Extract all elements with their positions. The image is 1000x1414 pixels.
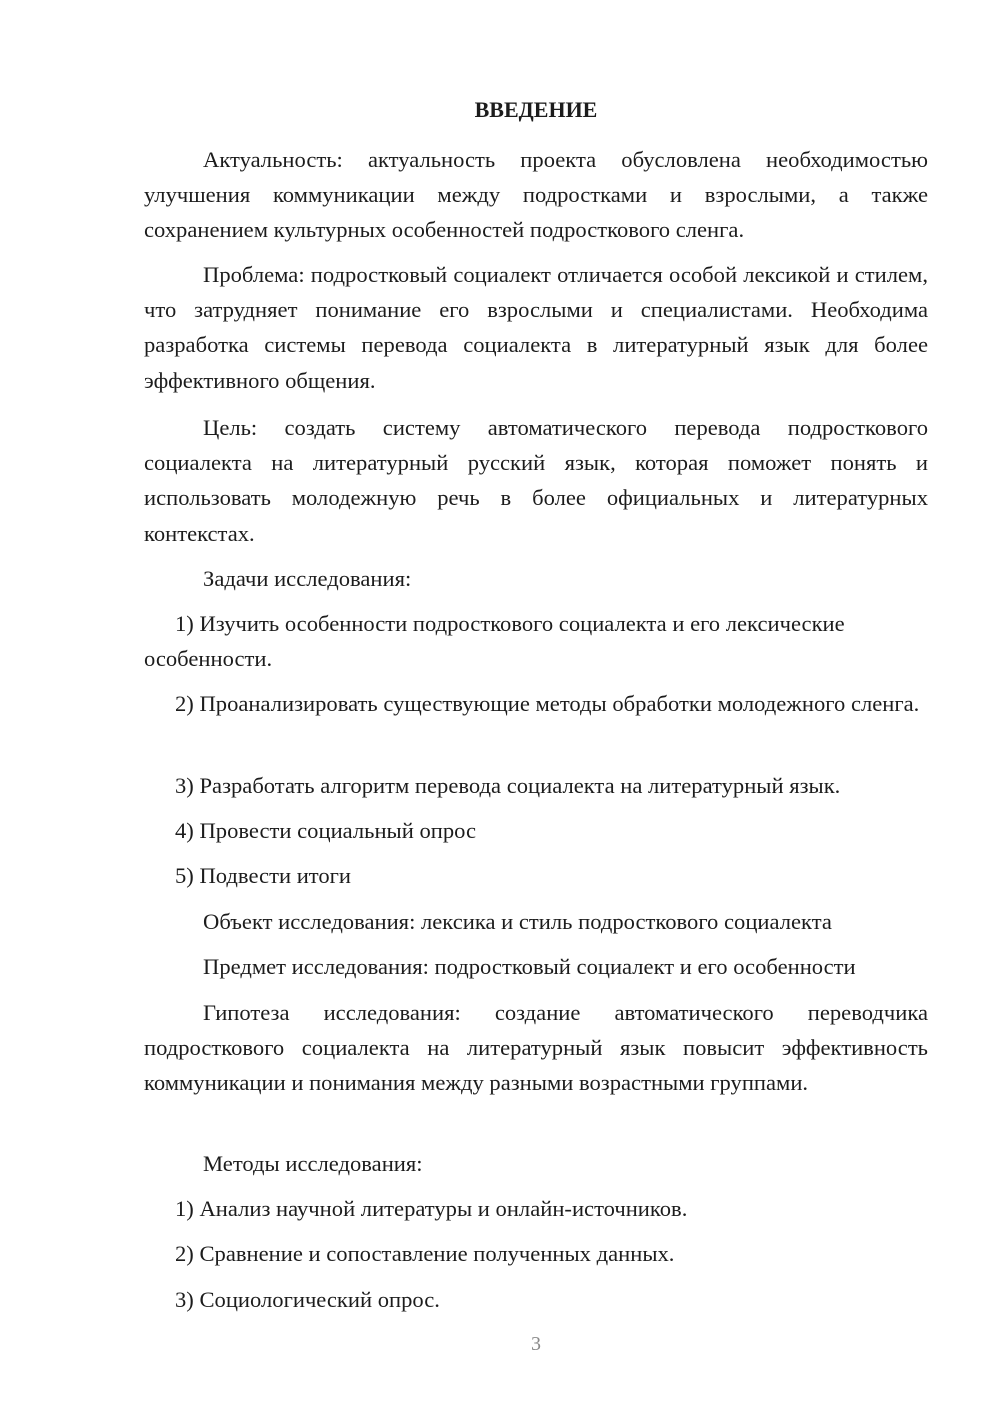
methods-title: Методы исследования: [203,1151,423,1176]
task-item-4: 4) Провести социальный опрос [175,818,477,843]
problem-paragraph: Проблема: подростковый социалект отличается особой лексикой и стилем, что затрудняет понимание его взрослыми и специалистами. Необходима разработка системы перевода социалекта в литературный язык для более эффективного общения. [144,262,928,393]
task-item-1: 1) Изучить особенности подросткового социалекта и его лексические особенности. [144,611,845,672]
method-item-1: 1) Анализ научной литературы и онлайн-источников. [175,1196,688,1221]
section-heading: ВВЕДЕНИЕ [474,97,598,122]
page-number: 3 [531,1333,541,1355]
method-item-3: 3) Социологический опрос. [175,1287,440,1312]
subject-paragraph: Предмет исследования: подростковый социалект и его особенности [203,954,856,979]
hypothesis-paragraph: Гипотеза исследования: создание автоматического переводчика подросткового социалекта на литературный язык повысит эффективность коммуникации и понимания между разными возрастными группами. [144,1000,928,1096]
task-item-3: 3) Разработать алгоритм перевода социалекта на литературный язык. [175,773,841,798]
method-item-2: 2) Сравнение и сопоставление полученных данных. [175,1241,675,1266]
object-paragraph: Объект исследования: лексика и стиль подросткового социалекта [203,909,832,934]
task-item-2: 2) Проанализировать существующие методы обработки молодежного сленга. [175,691,920,716]
goal-paragraph: Цель: создать систему автоматического перевода подросткового социалекта на литературный русский язык, которая поможет понять и использовать молодежную речь в более официальных и литературных контекстах. [144,415,928,546]
tasks-title: Задачи исследования: [203,566,412,591]
task-item-5: 5) Подвести итоги [175,863,352,888]
relevance-paragraph: Актуальность: актуальность проекта обусловлена необходимостью улучшения коммуникации между подростками и взрослыми, а также сохранением культурных особенностей подросткового сленга. [144,147,928,243]
